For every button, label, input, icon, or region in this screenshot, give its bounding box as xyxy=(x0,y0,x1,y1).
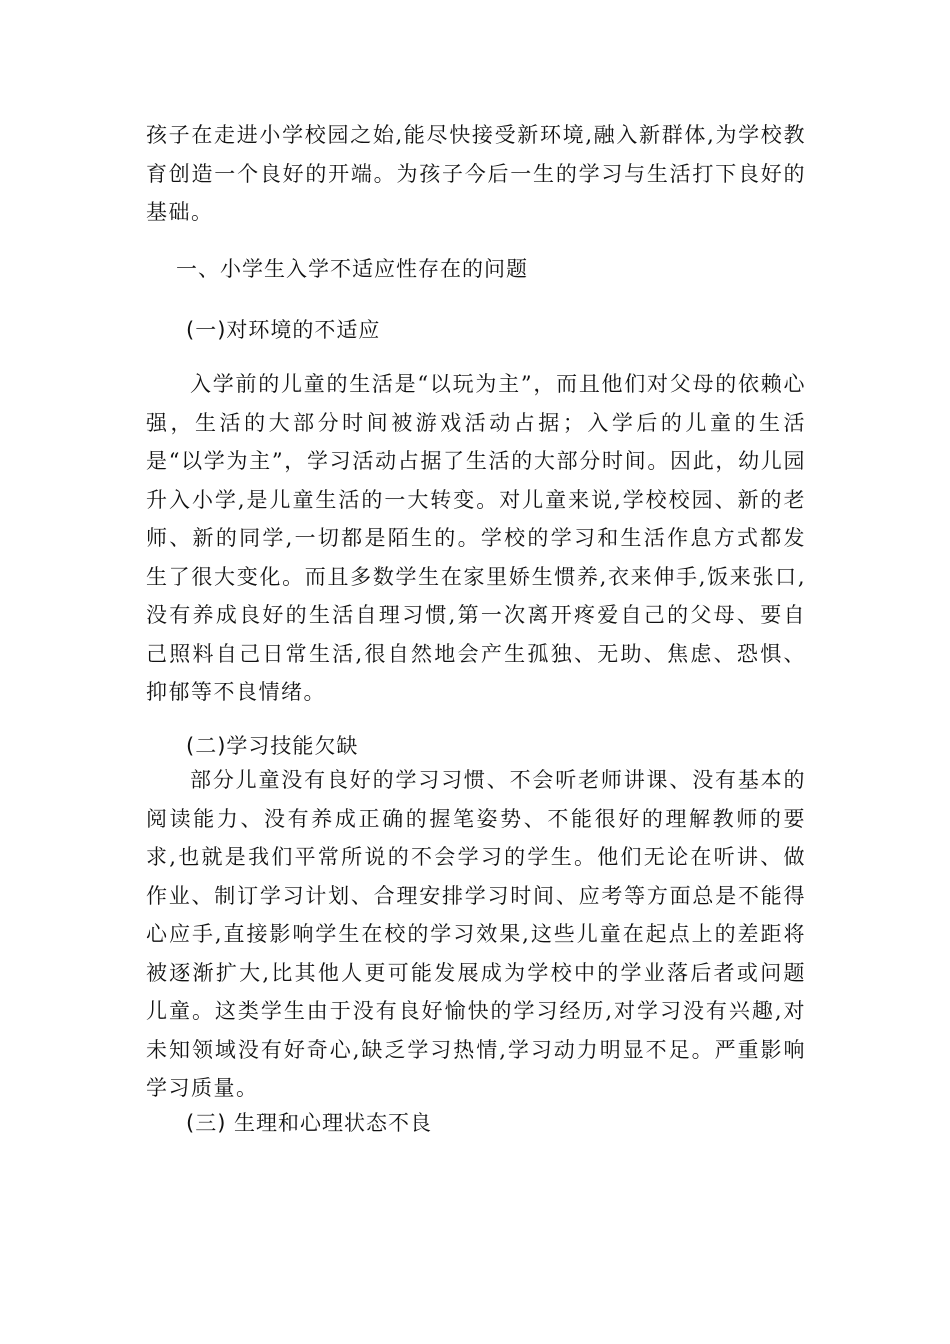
intro-paragraph: 孩子在走进小学校园之始,能尽快接受新环境,融入新群体,为学校教育创造一个良好的开端。为孩子今后一生的学习与生活打下良好的基础。 xyxy=(146,123,806,224)
subsection-heading-2: (二)学习技能欠缺 xyxy=(186,734,359,758)
subsection-heading-3: (三) 生理和心理状态不良 xyxy=(186,1111,433,1135)
subsection-heading-1: (一)对环境的不适应 xyxy=(186,318,381,342)
section-heading-1: 一、小学生入学不适应性存在的问题 xyxy=(176,257,528,281)
subsection-2-paragraph: 部分儿童没有良好的学习习惯、不会听老师讲课、没有基本的阅读能力、没有养成正确的握笔姿势、不能很好的理解教师的要求,也就是我们平常所说的不会学习的学生。他们无论在听讲、做作业、制订学习计划、合理安排学习时间、应考等方面总是不能得心应手,直接影响学生在校的学习效果,这些儿童在起点上的差距将被逐渐扩大,比其他人更可能发展成为学校中的学业落后者或问题儿童。这类学生由于没有良好愉快的学习经历,对学习没有兴趣,对未知领域没有好奇心,缺乏学习热情,学习动力明显不足。严重影响学习质量。 xyxy=(146,768,806,1100)
subsection-1-paragraph: 入学前的儿童的生活是“以玩为主”，而且他们对父母的依赖心强，生活的大部分时间被游戏活动占据；入学后的儿童的生活是“以学为主”，学习活动占据了生活的大部分时间。因此，幼儿园升入小学,是儿童生活的一大转变。对儿童来说,学校校园、新的老师、新的同学,一切都是陌生的。学校的学习和生活作息方式都发生了很大变化。而且多数学生在家里娇生惯养,衣来伸手,饭来张口,没有养成良好的生活自理习惯,第一次离开疼爱自己的父母、要自己照料自己日常生活,很自然地会产生孤独、无助、焦虑、恐惧、抑郁等不良情绪。 xyxy=(146,372,806,704)
